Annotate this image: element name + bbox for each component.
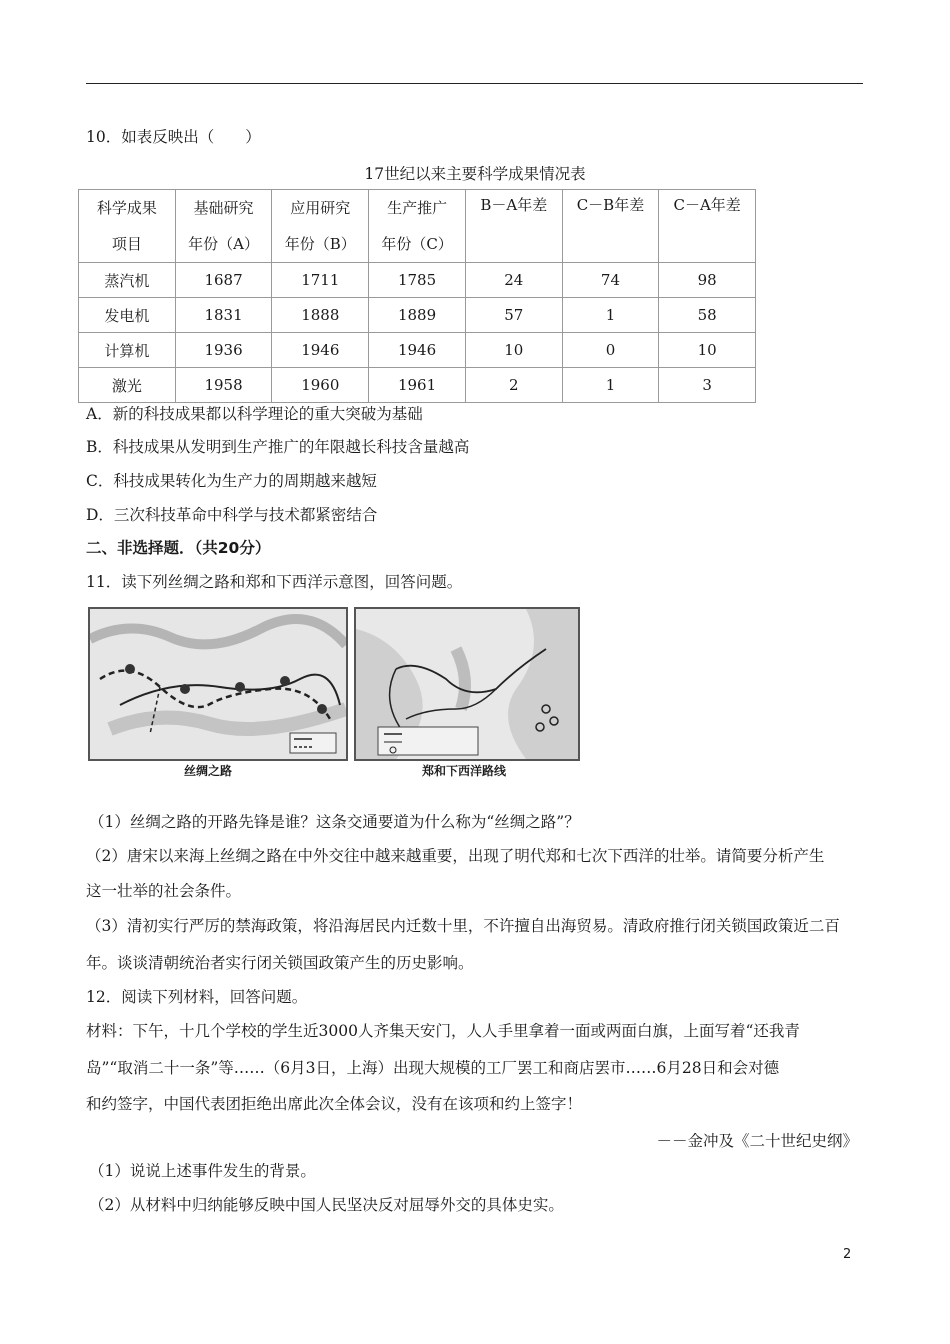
table-cell: 1785 [369,263,466,298]
header-cell: 基础研究 年份（A） [175,190,272,263]
option-b: B．科技成果从发明到生产推广的年限越长科技含量越高 [86,438,470,456]
q12-stem: 12．阅读下列材料，回答问题。 [86,988,308,1006]
map-figure [86,603,584,781]
material-source: －－金冲及《二十世纪史纲》 [656,1132,858,1150]
table-header-row [79,190,756,263]
header-cell: C－B年差 [562,190,659,263]
table-cell: 2 [465,368,562,403]
table-cell: 1831 [175,298,272,333]
table-cell: 0 [562,333,659,368]
table-cell: 10 [659,333,756,368]
table-cell: 1 [562,368,659,403]
table-cell: 1711 [272,263,369,298]
header-cell: 应用研究 年份（B） [272,190,369,263]
option-a: A．新的科技成果都以科学理论的重大突破为基础 [86,405,423,423]
silk-road-map [88,607,348,761]
table-cell: 3 [659,368,756,403]
table-cell: 98 [659,263,756,298]
table-cell: 1888 [272,298,369,333]
header-cell: 生产推广 年份（C） [369,190,466,263]
table-cell: 1958 [175,368,272,403]
table-cell: 1889 [369,298,466,333]
header-cell: B－A年差 [465,190,562,263]
zheng-he-voyage-map [354,607,580,761]
table-title: 17世纪以来主要科学成果情况表 [364,165,586,183]
q12-material-line1: 材料：下午，十几个学校的学生近3000人齐集天安门，人人手里拿着一面或两面白旗，上面写着“还我青 [86,1022,800,1040]
table-cell: 计算机 [79,333,176,368]
q11-part3-line1: （3）清初实行严厉的禁海政策，将沿海居民内迁数十里，不许擅自出海贸易。清政府推行闭关锁国政策近二百 [86,917,840,935]
page-number: 2 [843,1247,852,1262]
table-cell: 74 [562,263,659,298]
zheng-he-label: 郑和下西洋路线 [422,764,507,778]
table-cell: 1936 [175,333,272,368]
header-cell: C－A年差 [659,190,756,263]
q11-stem: 11．读下列丝绸之路和郑和下西洋示意图，回答问题。 [86,573,463,591]
table-cell: 激光 [79,368,176,403]
table-cell: 57 [465,298,562,333]
q11-part2-line1: （2）唐宋以来海上丝绸之路在中外交往中越来越重要，出现了明代郑和七次下西洋的壮举。请简要分析产生 [86,847,825,865]
table-cell: 1 [562,298,659,333]
q12-part2: （2）从材料中归纳能够反映中国人民坚决反对屈辱外交的具体史实。 [89,1196,564,1214]
table-cell: 1961 [369,368,466,403]
q12-part1: （1）说说上述事件发生的背景。 [89,1162,316,1180]
q10-stem: 10．如表反映出（ ） [86,128,261,146]
table-row [79,368,756,403]
table-cell: 1946 [272,333,369,368]
q11-part3-line2: 年。谈谈清朝统治者实行闭关锁国政策产生的历史影响。 [86,954,474,972]
table-row [79,263,756,298]
silk-road-map-image [90,609,346,759]
section-heading: 二、非选择题．（共20分） [86,539,271,557]
table-cell: 1960 [272,368,369,403]
table-cell: 24 [465,263,562,298]
q12-material-line2: 岛”“取消二十一条”等……（6月3日，上海）出现大规模的工厂罢工和商店罢市……6月28日和会对德 [86,1059,780,1077]
zheng-he-voyage-map-image [356,609,578,759]
header-rule [86,83,863,84]
table-cell: 1687 [175,263,272,298]
science-table [78,189,756,403]
option-c: C．科技成果转化为生产力的周期越来越短 [86,472,377,490]
table-row [79,298,756,333]
q11-part1: （1）丝绸之路的开路先锋是谁？这条交通要道为什么称为“丝绸之路”？ [89,813,580,831]
q11-part2-line2: 这一壮举的社会条件。 [86,882,242,900]
q12-material-line3: 和约签字，中国代表团拒绝出席此次全体会议，没有在该项和约上签字！ [86,1095,583,1113]
table-cell: 发电机 [79,298,176,333]
table-cell: 58 [659,298,756,333]
table-cell: 蒸汽机 [79,263,176,298]
table-cell: 1946 [369,333,466,368]
table-cell: 10 [465,333,562,368]
silk-road-label: 丝绸之路 [184,764,233,778]
header-cell: 科学成果 项目 [79,190,176,263]
table-row [79,333,756,368]
option-d: D．三次科技革命中科学与技术都紧密结合 [86,506,378,524]
